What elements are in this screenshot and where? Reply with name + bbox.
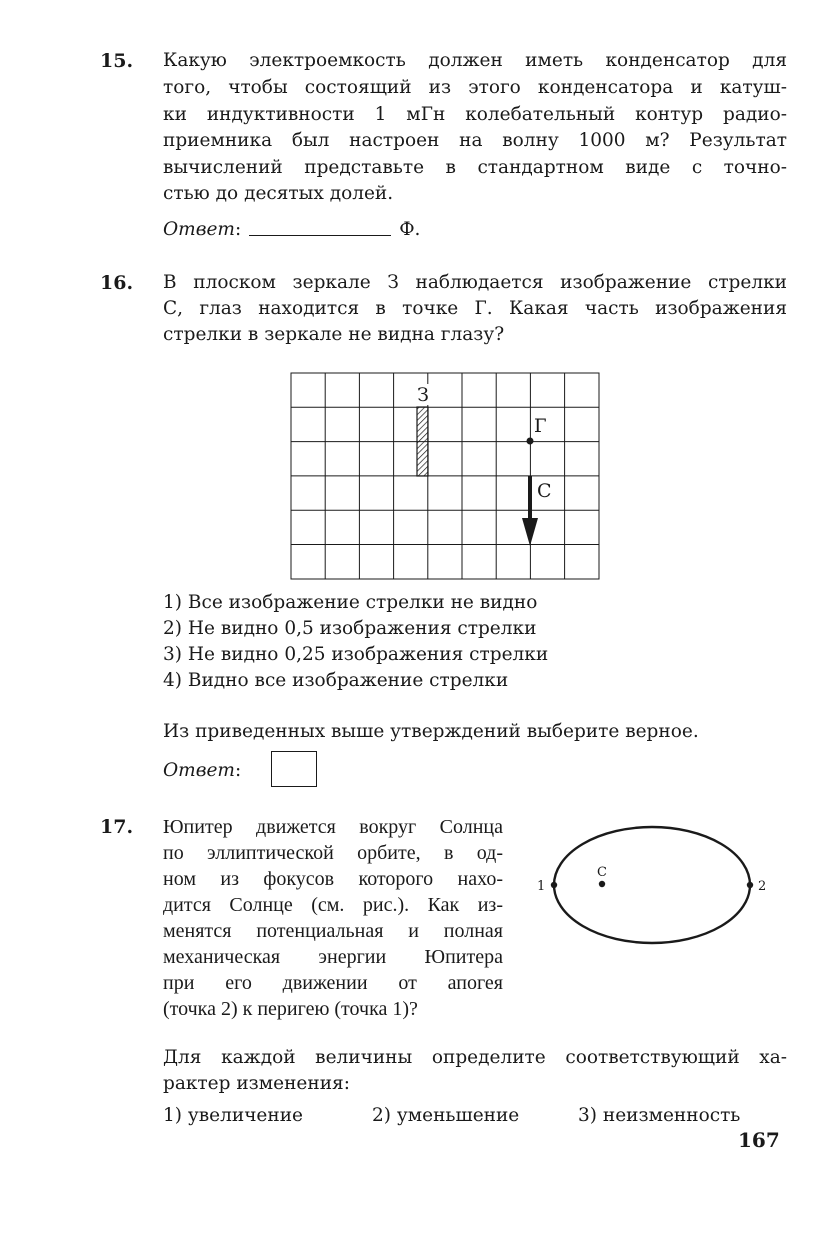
point-1 [551,882,557,888]
text-line: Юпитер движется вокруг Солнца [163,816,503,838]
text-line: приемника был настроен на волну 1000 м? Результат [163,130,787,151]
answer-row: Ответ: [163,760,242,781]
mirror-label: З [417,384,429,406]
question-number: 15. [100,50,134,72]
answer-unit: Ф. [399,219,421,240]
point-2-label: 2 [758,879,767,894]
answer-label: Ответ [163,219,235,240]
text-line: ном из фокусов которого нахо- [163,868,503,890]
instruction: Из приведенных выше утверждений выберите верное. [163,721,699,742]
text-line: Какую электроемкость должен иметь конденсатор для [163,50,787,71]
text-line: того, чтобы состоящий из этого конденсатора и катуш- [163,77,787,98]
text-line: менятся потенциальная и полная [163,920,503,942]
text-line: вычислений представьте в стандартном виде с точно- [163,157,787,178]
orbit-diagram [532,824,782,948]
text-line: дится Солнце (см. рис.). Как из- [163,894,503,916]
arrow-label: С [537,480,552,502]
option-1: 1) Все изображение стрелки не видно [163,592,538,613]
text-line: С, глаз находится в точке Г. Какая часть изображения [163,298,787,319]
point-2 [747,882,753,888]
arrow-head [522,518,538,546]
answer-field[interactable] [249,221,391,236]
mirror [417,407,428,476]
mirror-diagram [286,370,604,584]
text-line: ки индуктивности 1 мГн колебательный контур радио- [163,104,787,125]
text-line: по эллиптической орбите, в од- [163,842,503,864]
question-number: 16. [100,272,134,294]
text-line: (точка 2) к перигею (точка 1)? [163,998,418,1020]
instruction-line: рактер изменения: [163,1073,350,1094]
instruction-line: Для каждой величины определите соответствующий ха- [163,1047,787,1068]
text-line: при его движении от апогея [163,972,503,994]
eye-point [527,438,534,445]
option-4: 4) Видно все изображение стрелки [163,670,509,691]
page-number: 167 [738,1128,780,1152]
option-2: 2) Не видно 0,5 изображения стрелки [163,618,537,639]
answer-label: Ответ [163,760,235,781]
text-line: механическая энергии Юпитера [163,946,503,968]
option-3: 3) Не видно 0,25 изображения стрелки [163,644,549,665]
point-1-label: 1 [537,879,546,894]
sun-point [599,881,605,887]
sun-label: С [597,865,607,880]
answer-box[interactable] [271,751,317,787]
choice-1: 1) увеличение [163,1105,303,1126]
orbit-ellipse [554,827,750,943]
eye-label: Г [534,415,547,437]
text-line: стью до десятых долей. [163,183,394,204]
choice-2: 2) уменьшение [372,1105,520,1126]
text-line: В плоском зеркале З наблюдается изображение стрелки [163,272,787,293]
grid [291,373,599,579]
question-number: 17. [100,816,134,838]
answer-row: Ответ: Ф. [163,219,421,240]
text-line: стрелки в зеркале не видна глазу? [163,324,505,345]
choice-3: 3) неизменность [578,1105,741,1126]
